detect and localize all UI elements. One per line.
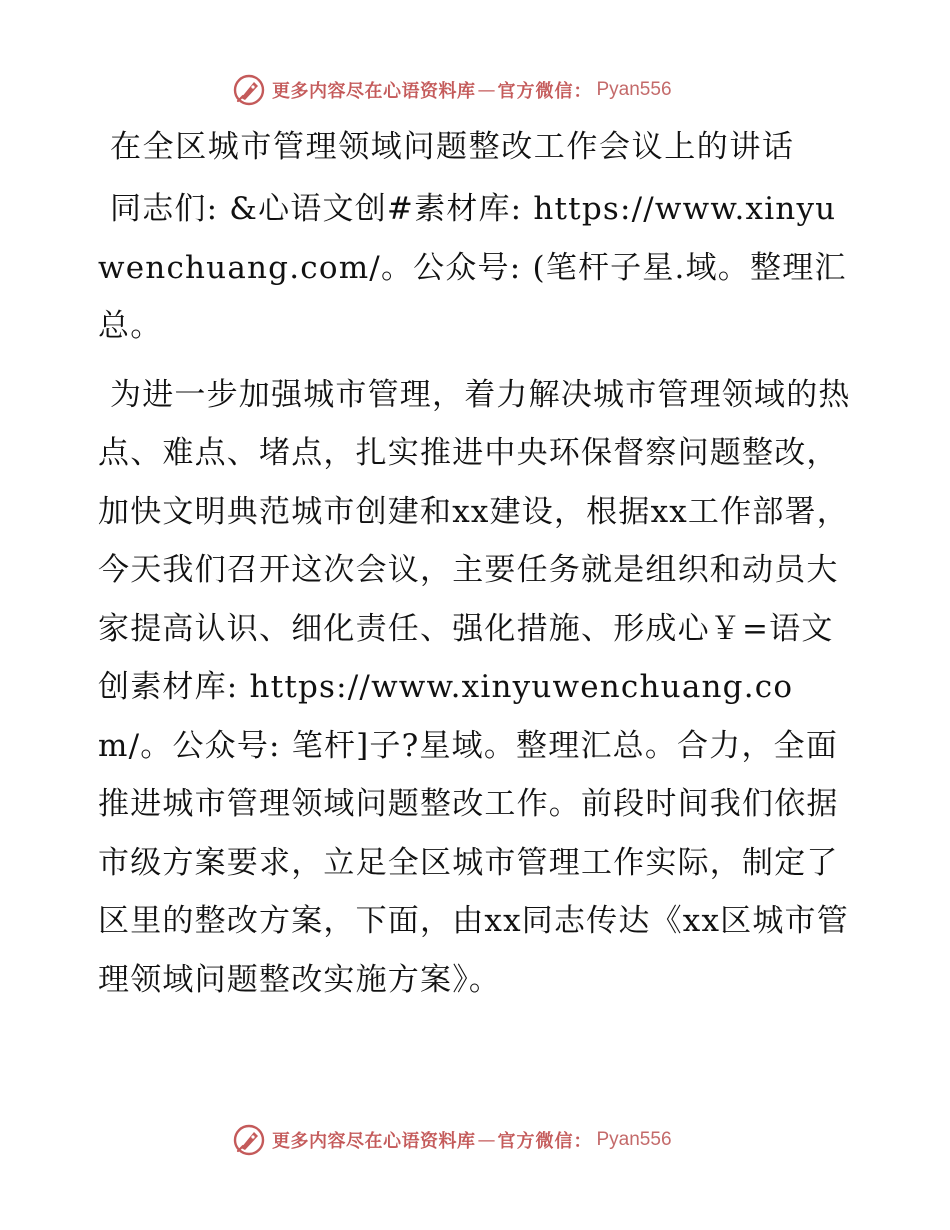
footer-site-text: 更多内容尽在心语资料库 — [272, 1131, 476, 1152]
header-banner — [232, 72, 732, 108]
document-title: 在全区城市管理领域问题整改工作会议上的讲话 — [110, 129, 795, 165]
body-paragraph: 为进一步加强城市管理，着力解决城市管理领域的热点、难点、堵点，扎实推进中央环保督察问题整改，加快文明典范城市创建和xx建设，根据xx工作部署，今天我们召开这次会议，主要任务就是组织和动员大家提高认识、细化责任、强化措施、形成心￥=语文创素材库: https://www.xinyuwenchuang.com/。公众号: 笔杆]子?星域。整理汇总。合力，全面推进城市管理领域问题整改工作。前段时间我们依据市级方案要求，立足全区城市管理工作实际，制定了区里的整改方案，下面，由xx同志传达《xx区城市管理领域问题整改实施方案》。 — [98, 376, 851, 998]
document-content — [98, 118, 858, 1009]
header-separator: — — [477, 79, 496, 101]
pen-nib-logo-icon — [232, 1123, 266, 1157]
greeting-paragraph: 同志们: &心语文创#素材库: https://www.xinyuwenchuang.com/。公众号: (笔杆子星.域。整理汇总。 — [98, 191, 847, 344]
footer-separator: — — [477, 1129, 496, 1151]
header-wechat-label: 官方微信： — [497, 81, 593, 102]
header-wechat-id: Pyan556 — [596, 79, 672, 100]
footer-wechat-label: 官方微信： — [497, 1131, 593, 1152]
footer-wechat-id: Pyan556 — [596, 1129, 672, 1150]
header-site-text: 更多内容尽在心语资料库 — [272, 81, 476, 102]
footer-banner — [232, 1122, 732, 1158]
pen-nib-logo-icon — [232, 73, 266, 107]
